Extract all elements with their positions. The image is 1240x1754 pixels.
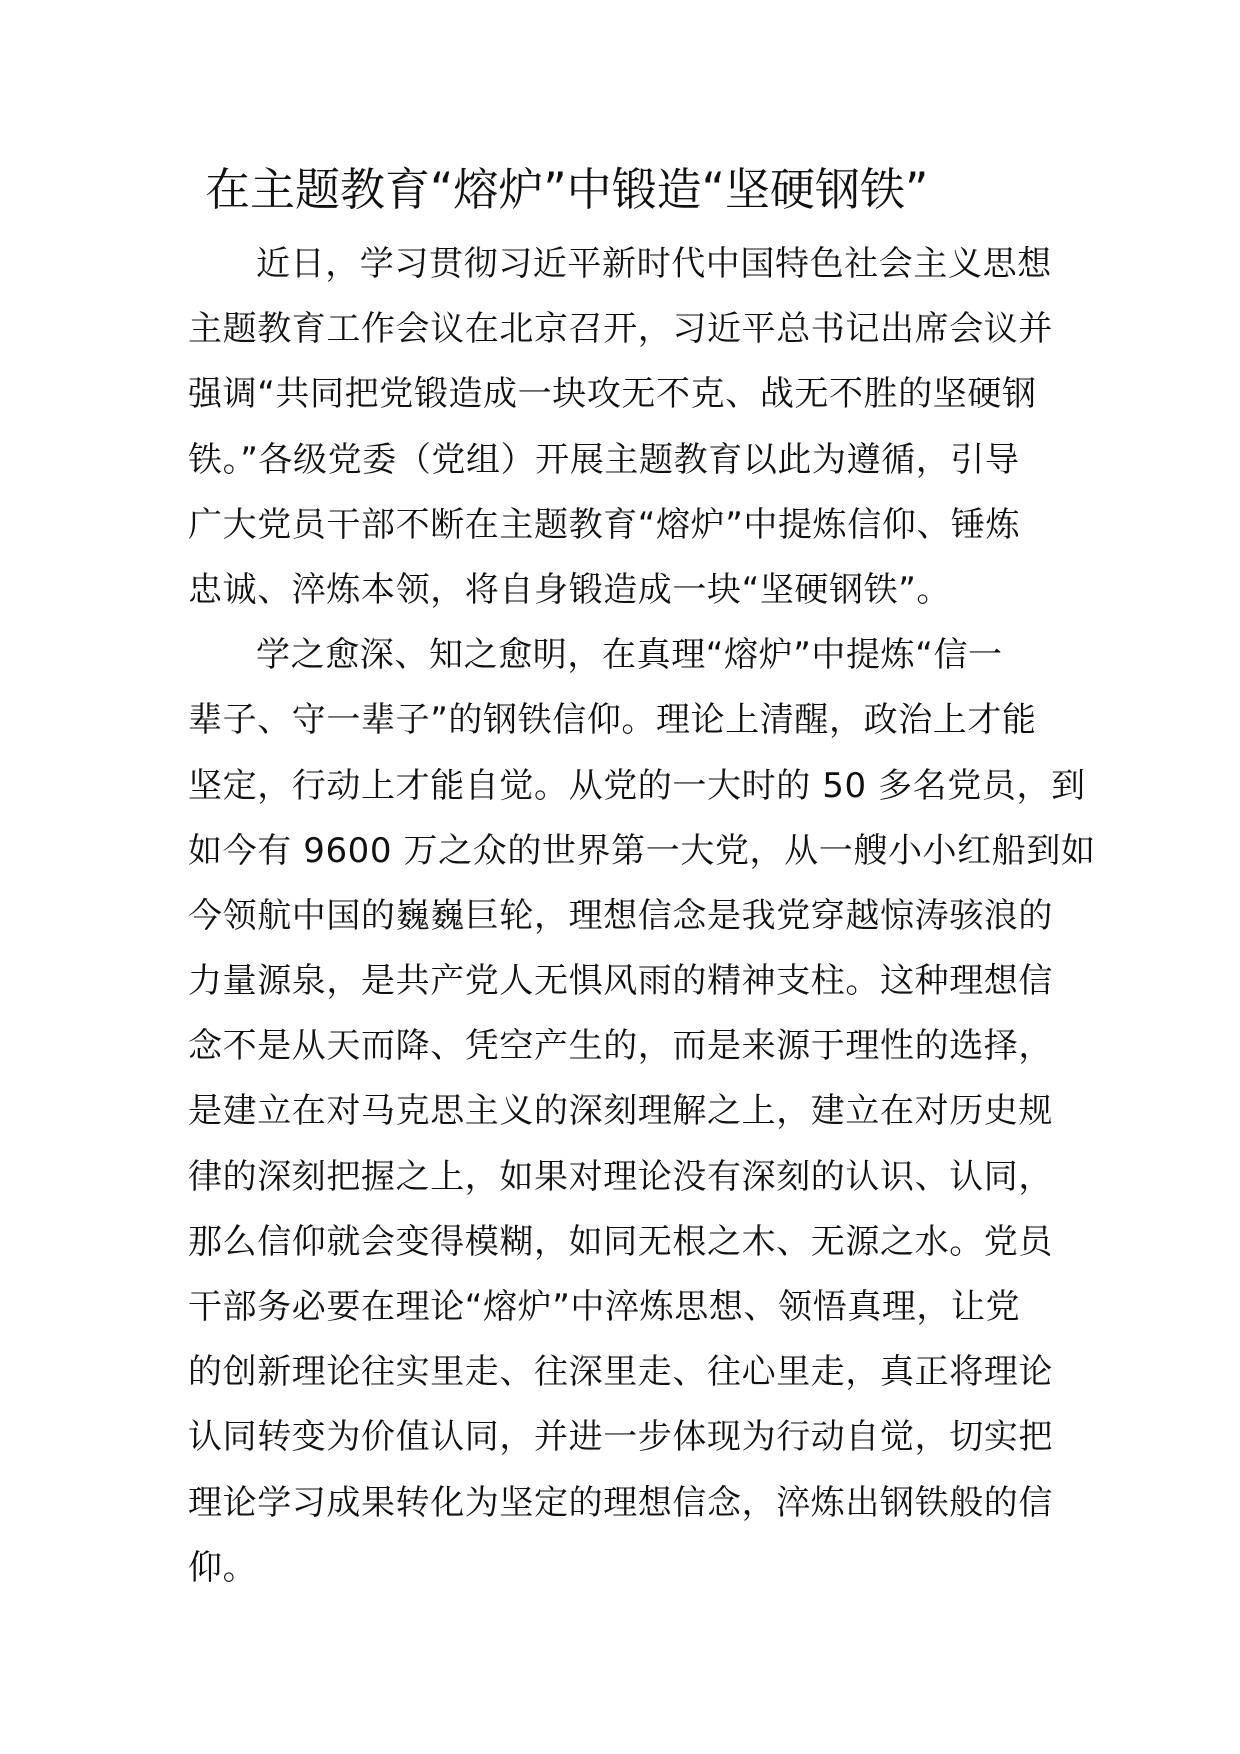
paragraph-2-line-10: 那么信仰就会变得模糊，如同无根之木、无源之水。党员	[188, 1221, 1053, 1262]
paragraph-2-line-3: 坚定，行动上才能自觉。从党的一大时的 50 多名党员，到	[188, 765, 1086, 806]
paragraph-1-line-3: 强调“共同把党锻造成一块攻无不克、战无不胜的坚硬钢	[188, 374, 1037, 415]
paragraph-2-line-11: 干部务必要在理论“熔炉”中淬炼思想、领悟真理，让党	[188, 1287, 1021, 1327]
paragraph-1-line-1: 近日，学习贯彻习近平新时代中国特色社会主义思想	[256, 244, 1052, 284]
paragraph-2-line-9: 律的深刻把握之上，如果对理论没有深刻的认识、认同，	[188, 1156, 1053, 1197]
paragraph-1-line-4: 铁。”各级党委（党组）开展主题教育以此为遵循，引导	[188, 439, 1020, 480]
paragraph-2-line-4: 如今有 9600 万之众的世界第一大党，从一艘小小红船到如	[188, 830, 1096, 871]
paragraph-2-line-2: 辈子、守一辈子”的钢铁信仰。理论上清醒，政治上才能	[188, 700, 1037, 741]
paragraph-2-line-1: 学之愈深、知之愈明，在真理“熔炉”中提炼“信一	[256, 635, 1003, 676]
paragraph-1-line-6: 忠诚、淬炼本领，将自身锻造成一块“坚硬钢铁”。	[188, 569, 952, 610]
document-title: 在主题教育“熔炉”中锻造“坚硬钢铁”	[205, 163, 929, 216]
paragraph-2-line-15: 仰。	[188, 1547, 258, 1588]
paragraph-1-line-2: 主题教育工作会议在北京召开，习近平总书记出席会议并	[188, 309, 1053, 350]
document-body	[188, 232, 1096, 1601]
paragraph-2-line-13: 认同转变为价值认同，并进一步体现为行动自觉，切实把	[188, 1417, 1053, 1458]
paragraph-2-line-14: 理论学习成果转化为坚定的理想信念，淬炼出钢铁般的信	[188, 1482, 1053, 1523]
paragraph-2-line-6: 力量源泉，是共产党人无惧风雨的精神支柱。这种理想信	[188, 961, 1053, 1002]
paragraph-2-line-12: 的创新理论往实里走、往深里走、往心里走，真正将理论	[188, 1352, 1053, 1393]
paragraph-2-line-5: 今领航中国的巍巍巨轮，理想信念是我党穿越惊涛骇浪的	[188, 895, 1053, 936]
paragraph-2-line-8: 是建立在对马克思主义的深刻理解之上，建立在对历史规	[188, 1091, 1053, 1132]
paragraph-1-line-5: 广大党员干部不断在主题教育“熔炉”中提炼信仰、锤炼	[188, 504, 1021, 545]
paragraph-2-line-7: 念不是从天而降、凭空产生的，而是来源于理性的选择，	[188, 1026, 1053, 1067]
